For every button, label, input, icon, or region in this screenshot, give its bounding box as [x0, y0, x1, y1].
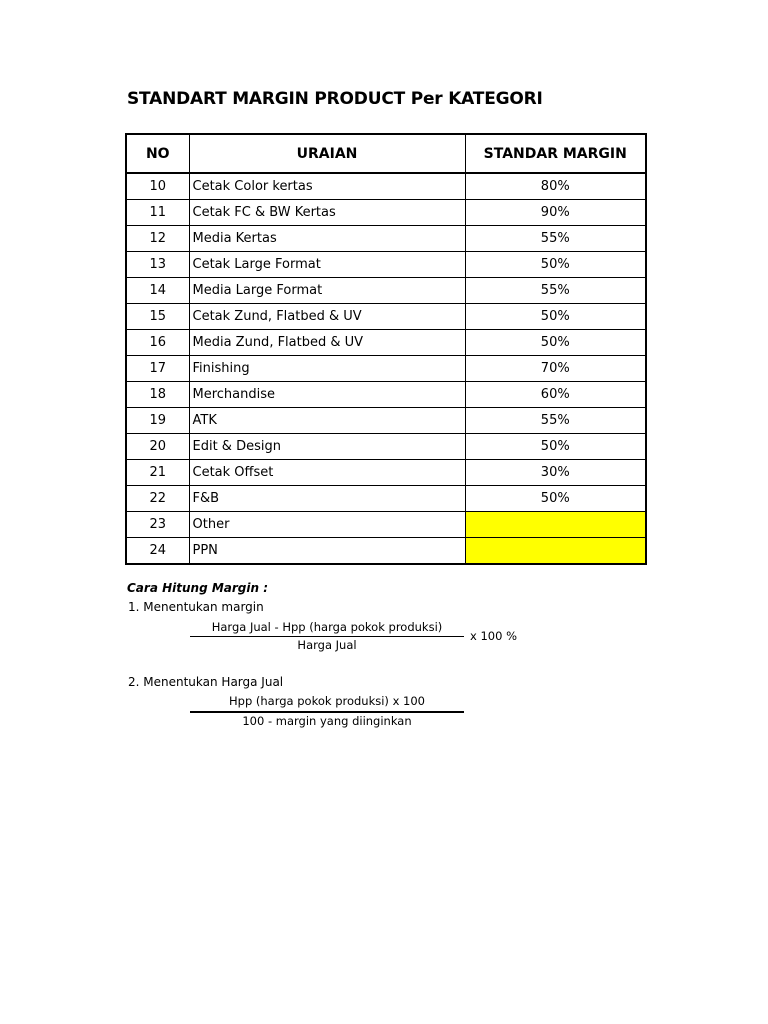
column-header-standar-margin: STANDAR MARGIN: [465, 134, 646, 173]
cell-no: 24: [126, 538, 189, 565]
cell-no: 17: [126, 356, 189, 382]
cell-standar-margin: 55%: [465, 278, 646, 304]
table-row: [126, 434, 646, 460]
cell-uraian: PPN: [189, 538, 465, 565]
table-row: [126, 538, 646, 565]
cell-standar-margin: 50%: [465, 330, 646, 356]
cell-uraian: Cetak Large Format: [189, 252, 465, 278]
cell-no: 19: [126, 408, 189, 434]
cell-no: 18: [126, 382, 189, 408]
cell-standar-margin: 55%: [465, 408, 646, 434]
cell-uraian: Media Kertas: [189, 226, 465, 252]
step2-label: 2. Menentukan Harga Jual: [128, 675, 284, 689]
cell-no: 11: [126, 200, 189, 226]
cell-uraian: F&B: [189, 486, 465, 512]
table-row: [126, 460, 646, 486]
cell-standar-margin: 90%: [465, 200, 646, 226]
table-row: [126, 486, 646, 512]
cell-no: 20: [126, 434, 189, 460]
step1-denominator: Harga Jual: [297, 638, 357, 652]
cell-uraian: Edit & Design: [189, 434, 465, 460]
step1-fraction-line: [190, 636, 464, 637]
table-row: [126, 173, 646, 200]
cell-standar-margin: 70%: [465, 356, 646, 382]
page-title: STANDART MARGIN PRODUCT Per KATEGORI: [127, 89, 543, 109]
cell-standar-margin: 55%: [465, 226, 646, 252]
cell-standar-margin-highlighted: [465, 512, 646, 538]
cell-no: 16: [126, 330, 189, 356]
step1-label: 1. Menentukan margin: [128, 600, 264, 614]
cell-no: 21: [126, 460, 189, 486]
cell-uraian: Other: [189, 512, 465, 538]
cell-standar-margin: 50%: [465, 434, 646, 460]
cell-standar-margin: 80%: [465, 173, 646, 200]
cell-standar-margin: 50%: [465, 304, 646, 330]
cell-standar-margin: 50%: [465, 486, 646, 512]
table-row: [126, 330, 646, 356]
table-row: [126, 356, 646, 382]
cell-uraian: Media Large Format: [189, 278, 465, 304]
cell-uraian: Cetak Color kertas: [189, 173, 465, 200]
cell-uraian: Cetak Offset: [189, 460, 465, 486]
table-row: [126, 512, 646, 538]
cell-uraian: Cetak FC & BW Kertas: [189, 200, 465, 226]
margin-table: [125, 133, 647, 565]
step2-numerator: Hpp (harga pokok produksi) x 100: [229, 694, 425, 708]
step2-fraction-line: [190, 711, 464, 713]
table-row: [126, 252, 646, 278]
table-body: [126, 173, 646, 564]
table-row: [126, 304, 646, 330]
table-row: [126, 200, 646, 226]
cell-no: 14: [126, 278, 189, 304]
cell-no: 13: [126, 252, 189, 278]
cell-no: 12: [126, 226, 189, 252]
step2-denominator: 100 - margin yang diinginkan: [242, 714, 412, 728]
cell-uraian: Cetak Zund, Flatbed & UV: [189, 304, 465, 330]
cell-standar-margin: 30%: [465, 460, 646, 486]
column-header-uraian: URAIAN: [189, 134, 465, 173]
table-header-row: [126, 134, 646, 173]
table-row: [126, 278, 646, 304]
cell-uraian: Media Zund, Flatbed & UV: [189, 330, 465, 356]
cell-standar-margin: 50%: [465, 252, 646, 278]
calculation-heading: Cara Hitung Margin :: [127, 581, 269, 595]
table-row: [126, 382, 646, 408]
cell-no: 10: [126, 173, 189, 200]
cell-uraian: Merchandise: [189, 382, 465, 408]
cell-no: 15: [126, 304, 189, 330]
table-row: [126, 226, 646, 252]
cell-uraian: ATK: [189, 408, 465, 434]
cell-uraian: Finishing: [189, 356, 465, 382]
step1-multiplier: x 100 %: [470, 629, 517, 643]
cell-no: 22: [126, 486, 189, 512]
cell-standar-margin: 60%: [465, 382, 646, 408]
step1-numerator: Harga Jual - Hpp (harga pokok produksi): [211, 620, 443, 634]
cell-standar-margin-highlighted: [465, 538, 646, 565]
table-row: [126, 408, 646, 434]
column-header-no: NO: [126, 134, 189, 173]
cell-no: 23: [126, 512, 189, 538]
